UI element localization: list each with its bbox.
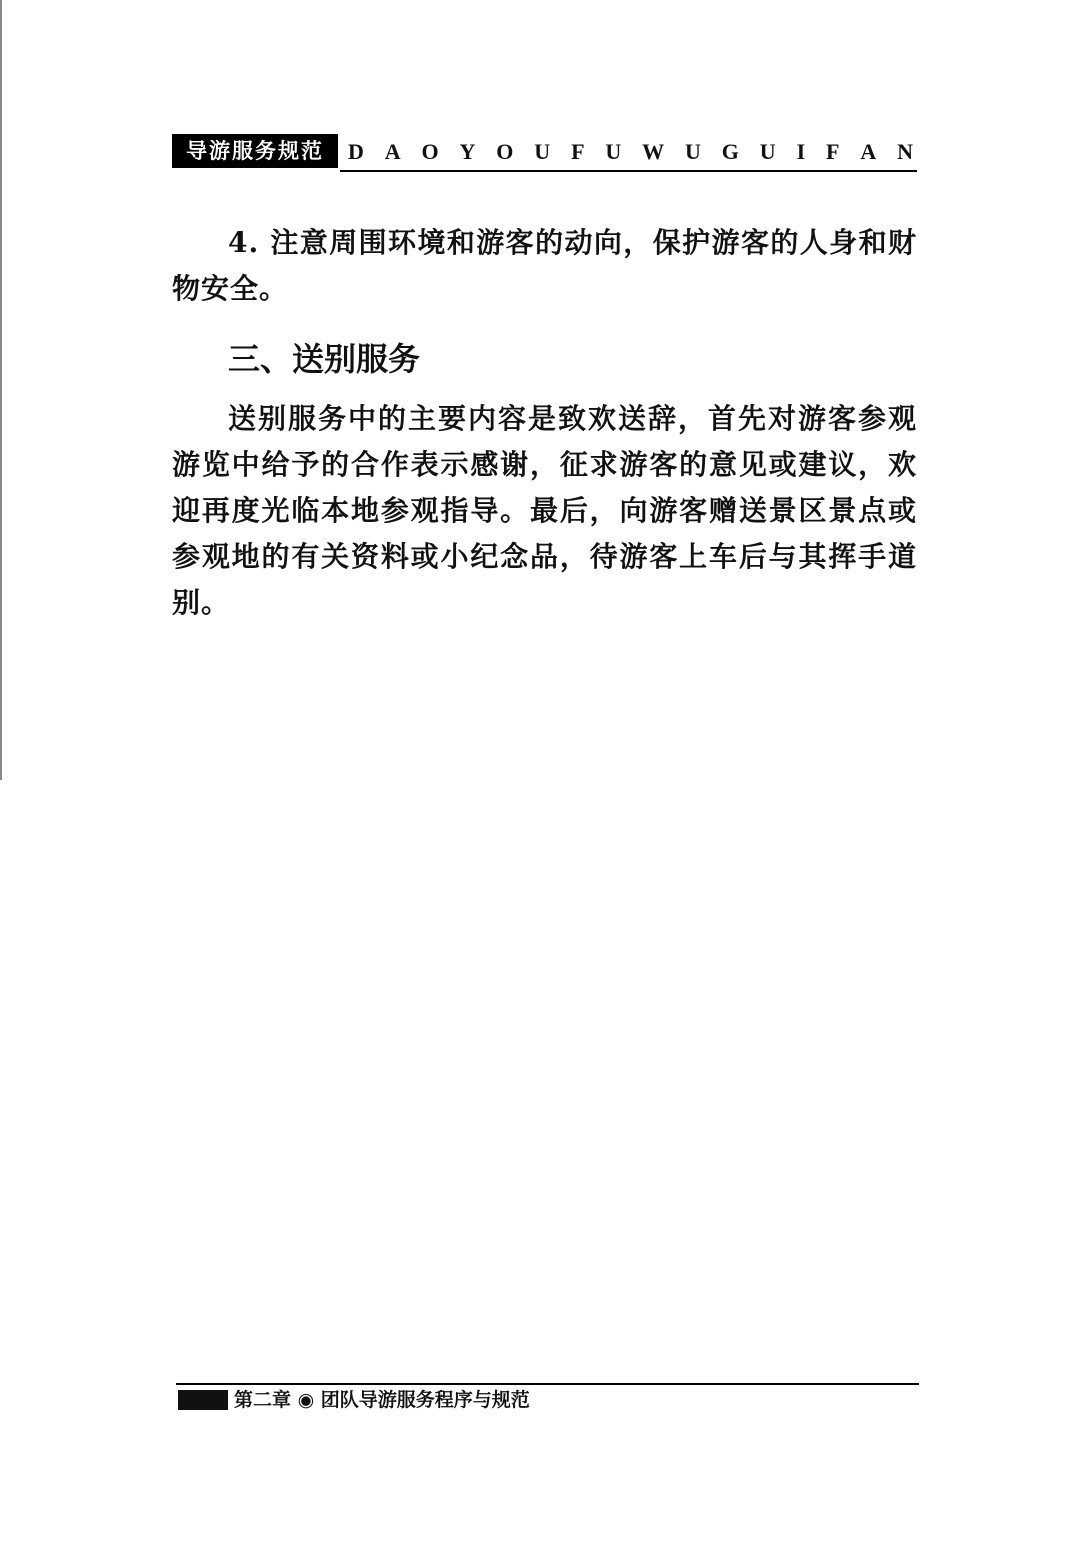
pinyin-letter: I [796,139,806,164]
pinyin-letter: U [759,139,776,164]
pinyin-letter: N [897,139,913,164]
page-body [172,220,917,626]
pinyin-letter: G [721,139,739,164]
pinyin-letter: F [571,139,585,164]
running-footer [178,1388,530,1412]
book-title-label: 导游服务规范 [172,134,338,168]
pinyin-letter: O [421,139,439,164]
section-heading-farewell-service: 三、送别服务 [228,340,421,378]
header-rule [340,170,917,172]
pinyin-letter: A [860,139,877,164]
pinyin-letter: D [348,139,364,164]
pinyin-letter: U [605,139,622,164]
pinyin-letter: U [685,139,701,164]
pinyin-letter: A [384,139,401,164]
pinyin-letter: O [496,139,514,164]
chapter-title: 第二章 ◉ 团队导游服务程序与规范 [234,1389,530,1411]
pinyin-letter: F [826,139,840,164]
pinyin-letter: Y [459,139,476,164]
running-header [172,134,917,172]
section-paragraph: 送别服务中的主要内容是致欢送辞，首先对游客参观游览中给予的合作表示感谢，征求游客的意见或建议，欢迎再度光临本地参观指导。最后，向游客赠送景区景点或参观地的有关资料或小纪念品，待游客上车后与其挥手道别。 [172,402,917,619]
page-number-block [178,1390,228,1410]
book-title-pinyin [348,138,913,166]
pinyin-letter: W [642,139,665,164]
footer-rule [176,1383,919,1385]
page-edge-line [0,0,2,780]
list-item-4: 4. 注意周围环境和游客的动向，保护游客的人身和财物安全。 [172,226,917,305]
pinyin-letter: U [534,139,551,164]
